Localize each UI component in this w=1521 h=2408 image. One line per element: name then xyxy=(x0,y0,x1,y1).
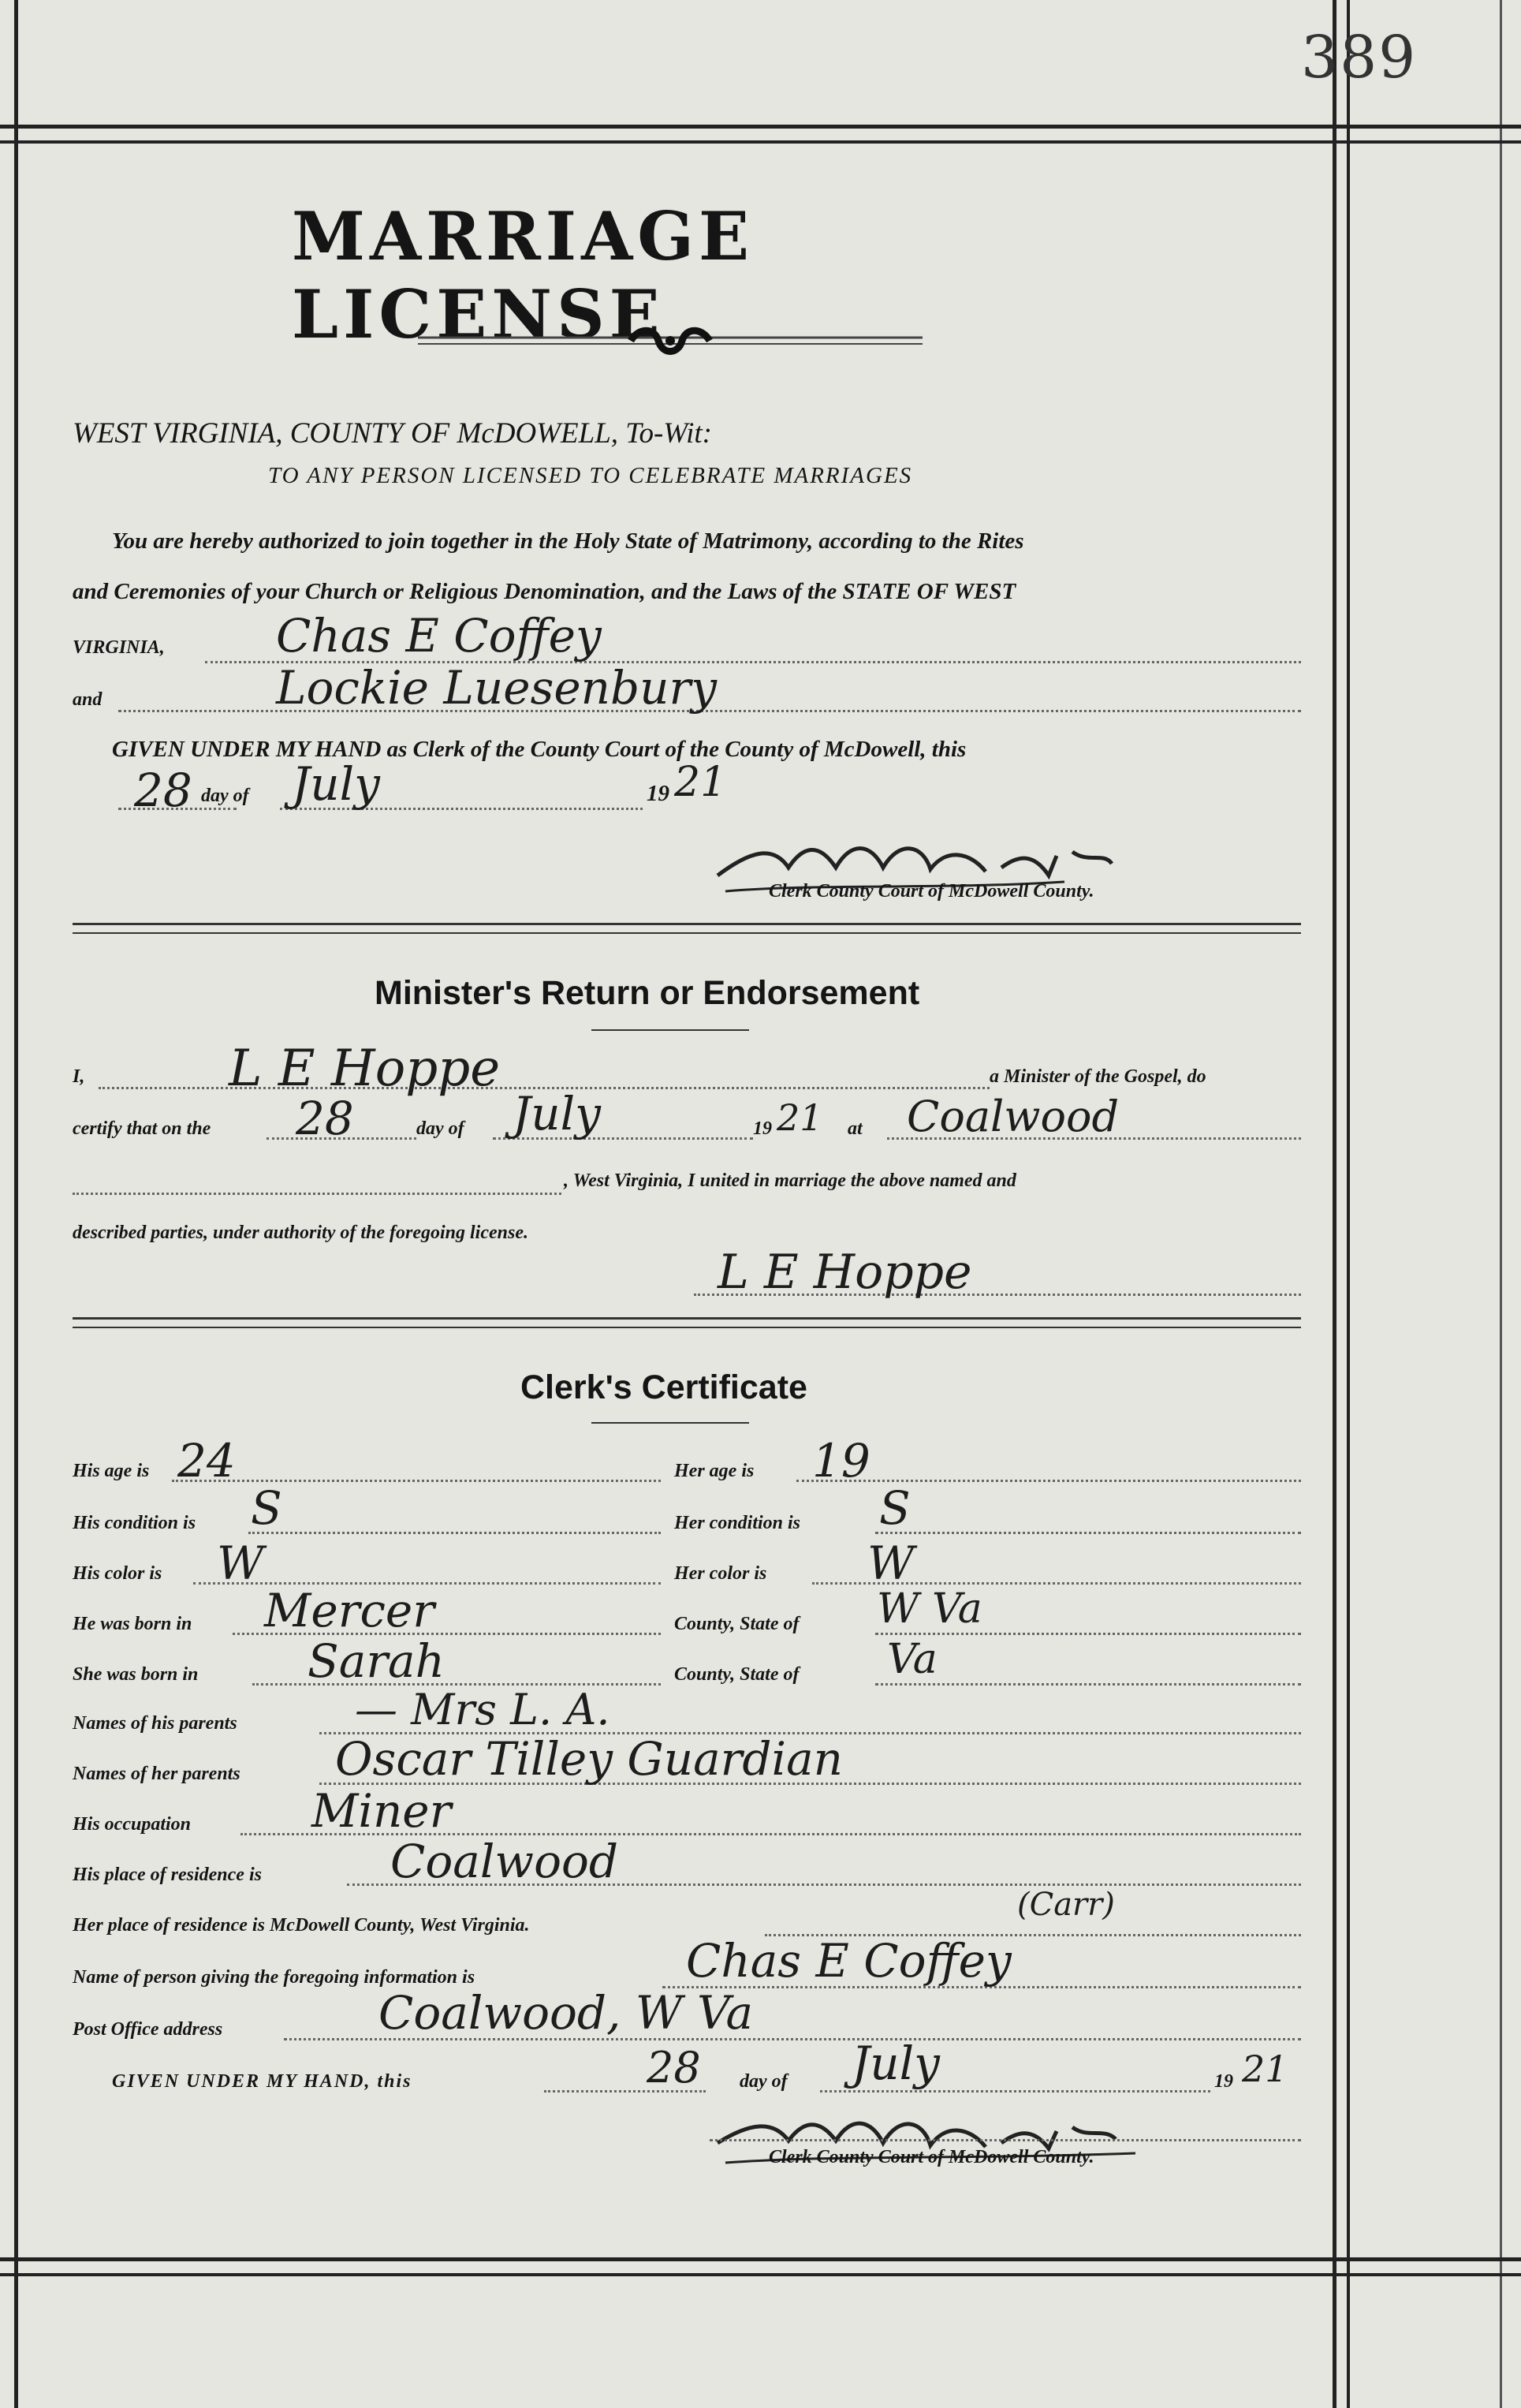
right-border-outer xyxy=(1333,0,1336,2408)
bottom-border xyxy=(0,2257,1521,2261)
she-state: Va xyxy=(887,1636,938,1683)
occupation: Miner xyxy=(311,1784,452,1838)
marriage-place: Coalwood xyxy=(907,1092,1120,1141)
her-parents: Oscar Tilley Guardian xyxy=(335,1732,844,1786)
section-divider-1b xyxy=(73,932,1301,934)
his-residence: Coalwood xyxy=(390,1835,619,1888)
his-age-label: His age is xyxy=(73,1461,150,1481)
clerk-signature-line-2 xyxy=(710,2139,1301,2141)
marriage-month: July xyxy=(513,1087,601,1141)
he-state-line xyxy=(875,1633,1301,1635)
authorize-line-1: You are hereby authorized to join together in the Holy State of Matrimony, according to the Rites xyxy=(112,528,1024,554)
to-any-person: TO ANY PERSON LICENSED TO CELEBRATE MARRIAGES xyxy=(268,463,913,488)
clerks-certificate-heading: Clerk's Certificate xyxy=(520,1368,807,1406)
cert-day: 28 xyxy=(647,2043,701,2093)
he-born: Mercer xyxy=(264,1584,434,1637)
she-born-label: She was born in xyxy=(73,1664,199,1685)
top-border-2 xyxy=(0,140,1521,144)
his-age: 24 xyxy=(177,1434,236,1488)
minister-name: L E Hoppe xyxy=(229,1040,501,1098)
post-office: Coalwood, W Va xyxy=(378,1986,754,2040)
her-residence-note: (Carr) xyxy=(1017,1887,1115,1923)
clerks-heading-underline xyxy=(591,1422,749,1424)
minister-i-label: I, xyxy=(73,1066,85,1087)
united-line xyxy=(73,1193,561,1195)
she-state-line xyxy=(875,1683,1301,1686)
her-condition-label: Her condition is xyxy=(674,1513,801,1533)
certify-at: at xyxy=(848,1118,863,1139)
her-condition-line xyxy=(875,1532,1301,1534)
ministers-return-heading: Minister's Return or Endorsement xyxy=(375,974,920,1012)
her-age-label: Her age is xyxy=(674,1461,755,1481)
license-month: July xyxy=(292,757,380,811)
given-under-hand-line: GIVEN UNDER MY HAND as Clerk of the County Court of the County of McDowell, this xyxy=(112,737,967,762)
ministers-heading-underline xyxy=(591,1029,749,1031)
post-office-label: Post Office address xyxy=(73,2019,223,2040)
she-born: Sarah xyxy=(308,1634,445,1688)
right-edge xyxy=(1500,0,1502,2408)
right-border-inner xyxy=(1347,0,1350,2408)
license-day: 28 xyxy=(134,763,192,817)
he-born-label: He was born in xyxy=(73,1614,192,1634)
described-parties: described parties, under authority of the foregoing license. xyxy=(73,1223,528,1243)
cert-month-line xyxy=(820,2090,1210,2093)
cert-day-of: day of xyxy=(740,2071,788,2092)
marriage-day: 28 xyxy=(296,1092,354,1145)
license-year-print: 19 xyxy=(647,781,669,806)
his-condition-label: His condition is xyxy=(73,1513,196,1533)
he-state: W Va xyxy=(877,1585,982,1633)
bride-name: Lockie Luesenbury xyxy=(276,661,717,715)
minister-of-gospel: a Minister of the Gospel, do xyxy=(990,1066,1206,1087)
she-county-state-label: County, State of xyxy=(674,1664,800,1685)
title-ornament xyxy=(418,323,923,363)
her-parents-label: Names of her parents xyxy=(73,1764,240,1784)
page-number: 389 xyxy=(1301,24,1418,91)
his-parents-label: Names of his parents xyxy=(73,1713,237,1734)
cert-year: 21 xyxy=(1242,2048,1288,2090)
certify-year-print: 19 xyxy=(753,1118,772,1139)
his-condition-line xyxy=(248,1532,661,1534)
informant: Chas E Coffey xyxy=(686,1934,1012,1988)
cert-year-print: 19 xyxy=(1214,2071,1233,2092)
he-county-state-label: County, State of xyxy=(674,1614,800,1634)
bottom-border-2 xyxy=(0,2273,1521,2276)
her-age: 19 xyxy=(812,1434,870,1488)
her-age-line xyxy=(796,1480,1301,1482)
section-divider-1a xyxy=(73,923,1301,925)
clerk-title-2: Clerk County Court of McDowell County. xyxy=(769,2147,1094,2167)
certify-label: certify that on the xyxy=(73,1118,211,1139)
license-year: 21 xyxy=(674,759,727,806)
groom-name: Chas E Coffey xyxy=(276,609,602,663)
united-text: , West Virginia, I united in marriage the above named and xyxy=(564,1170,1016,1191)
his-condition: S xyxy=(251,1481,282,1535)
his-residence-label: His place of residence is xyxy=(73,1865,262,1885)
section-divider-2a xyxy=(73,1317,1301,1320)
minister-signature: L E Hoppe xyxy=(718,1245,972,1300)
authorize-line-2: and Ceremonies of your Church or Religious Denomination, and the Laws of the STATE OF WEST xyxy=(73,579,1016,604)
her-condition: S xyxy=(879,1481,911,1535)
certify-day-of: day of xyxy=(416,1118,464,1139)
occupation-label: His occupation xyxy=(73,1814,192,1835)
marriage-year: 21 xyxy=(777,1096,823,1139)
left-border xyxy=(14,0,18,2408)
her-color-label: Her color is xyxy=(674,1563,767,1584)
his-color-label: His color is xyxy=(73,1563,162,1584)
authorize-line-3: VIRGINIA, xyxy=(73,637,165,658)
document-title: MARRIAGE LICENSE xyxy=(292,197,755,353)
clerk-title-1: Clerk County Court of McDowell County. xyxy=(769,881,1094,902)
and-label: and xyxy=(73,689,103,710)
informant-label: Name of person giving the foregoing information is xyxy=(73,1967,475,1988)
section-divider-2b xyxy=(73,1327,1301,1328)
license-day-of: day of xyxy=(201,786,249,806)
given-under-hand-2: GIVEN UNDER MY HAND, this xyxy=(112,2071,412,2092)
his-age-line xyxy=(172,1480,661,1482)
cert-month: July xyxy=(852,2037,940,2090)
top-border xyxy=(0,125,1521,129)
his-parents: — Mrs L. A. xyxy=(355,1685,610,1734)
his-color: W xyxy=(217,1536,264,1590)
her-residence-label: Her place of residence is McDowell County, West Virginia. xyxy=(73,1915,530,1936)
state-county-line: WEST VIRGINIA, COUNTY OF McDOWELL, To-Wit: xyxy=(73,417,712,450)
her-color: W xyxy=(867,1536,915,1590)
